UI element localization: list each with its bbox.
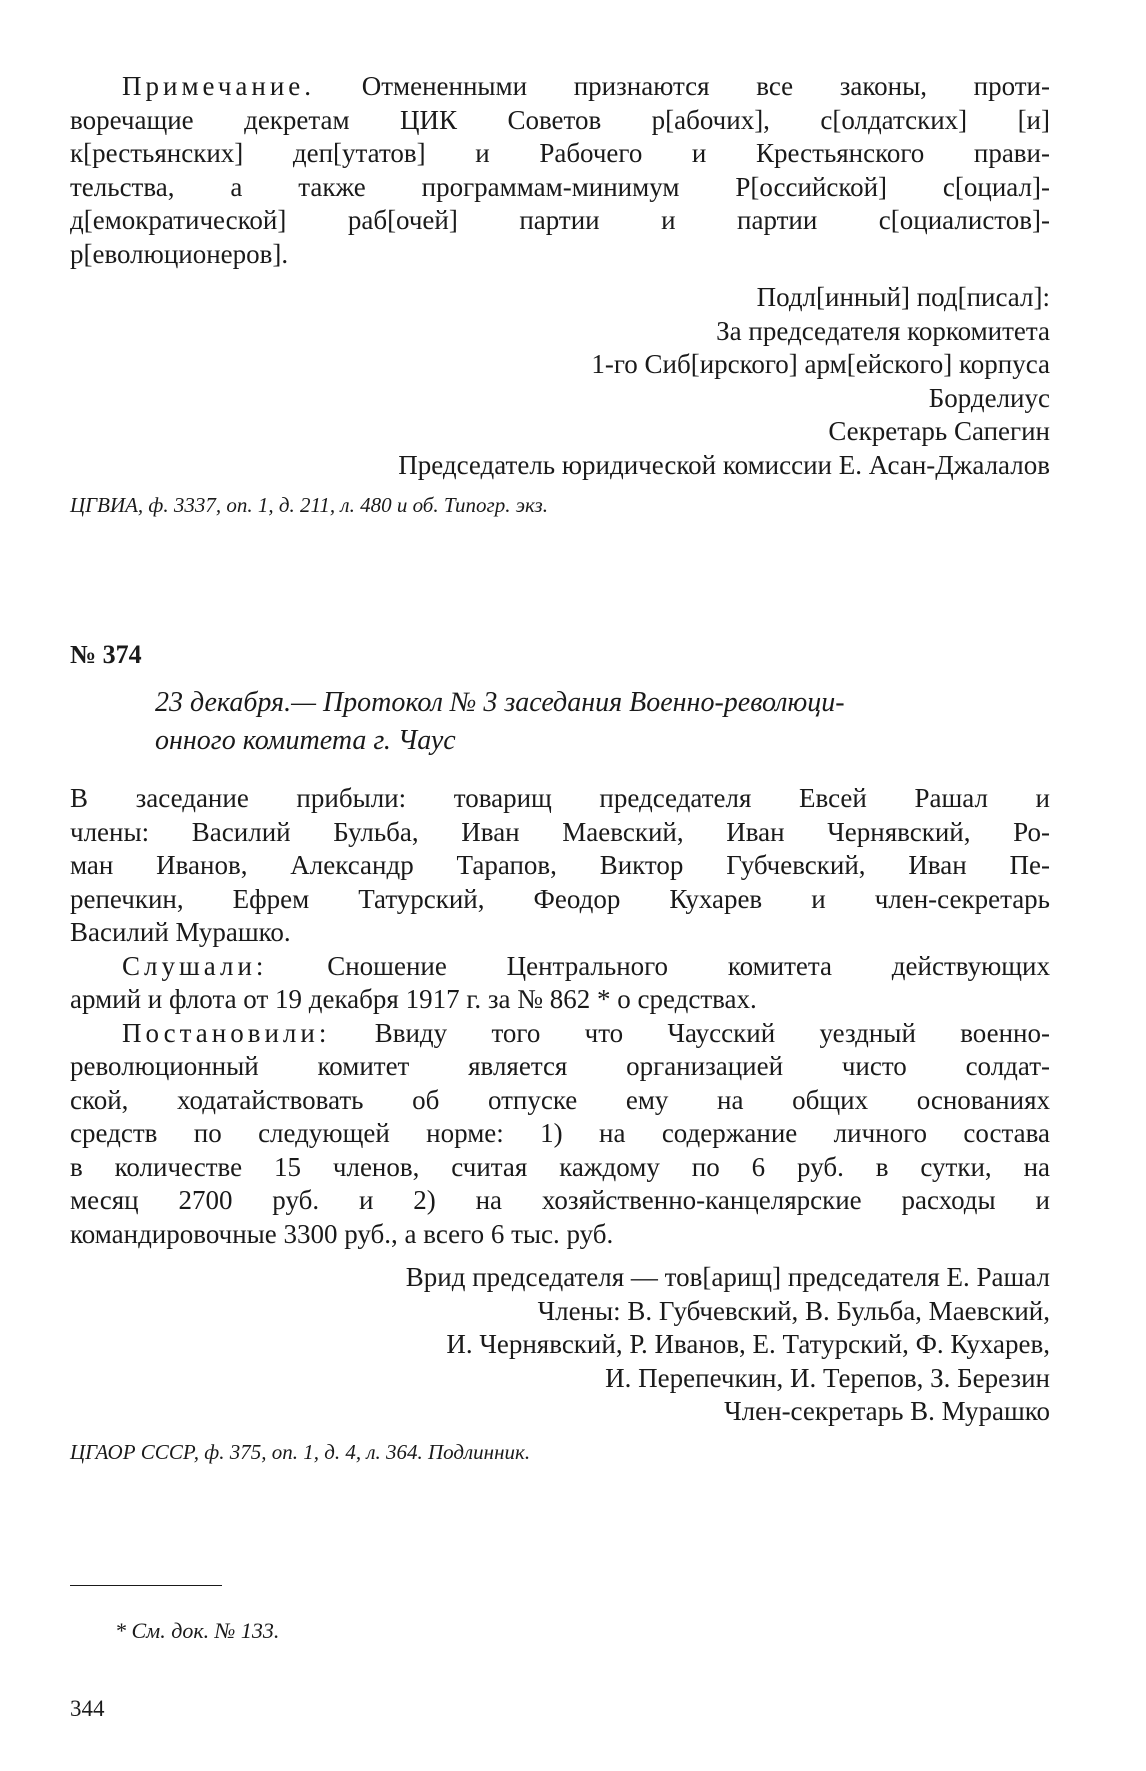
resolved-line-5: в количестве 15 членов, считая каждому по 6 руб. в сутки, на xyxy=(70,1151,1050,1182)
attendance-line-5: Василий Мурашко. xyxy=(70,917,291,947)
document-page xyxy=(70,70,1050,1724)
note-line-1 xyxy=(70,70,1050,104)
attendance-line-3: ман Иванов, Александр Тарапов, Виктор Губчевский, Иван Пе- xyxy=(70,850,1050,880)
signature-secretary: Секретарь Сапегин xyxy=(828,416,1050,446)
note-line-4: тельства, а также программам-минимум Р[оссийской] с[оциал]- xyxy=(70,171,1050,202)
footnote-divider xyxy=(70,1585,222,1586)
page-number: 344 xyxy=(70,1695,105,1721)
note-line-3: к[рестьянских] деп[утатов] и Рабочего и Крестьянского прави- xyxy=(70,138,1050,168)
signature-acting-chairman: Врид председателя — тов[арищ] председателя Е. Рашал xyxy=(405,1262,1050,1292)
signature-legal-commission: Председатель юридической комиссии Е. Асан-Джалалов xyxy=(398,449,1050,480)
resolved-line-1 xyxy=(70,1017,1050,1051)
resolved-line-3: ской, ходатайствовать об отпуске ему на общих основаниях xyxy=(70,1084,1050,1115)
signature-for-chairman: За председателя коркомитета xyxy=(716,315,1050,346)
archive-source-1: ЦГВИА, ф. 3337, оп. 1, д. 211, л. 480 и об. Типогр. экз. xyxy=(70,493,548,517)
resolved-text-1: Ввиду того что Чаусский уездный военно- xyxy=(374,1017,1051,1048)
attendance-line-2: члены: Василий Бульба, Иван Маевский, Иван Чернявский, Ро- xyxy=(70,816,1050,847)
heard-line-1 xyxy=(70,950,1050,984)
resolved-line-4: средств по следующей норме: 1) на содержание личного состава xyxy=(70,1118,1050,1148)
archive-source-2: ЦГАОР СССР, ф. 375, оп. 1, д. 4, л. 364. Подлинник. xyxy=(70,1439,531,1464)
signature-corps: 1-го Сиб[ирского] арм[ейского] корпуса xyxy=(591,349,1050,379)
heard-label: Слушали: xyxy=(122,950,268,981)
note-text-1: Отмененными признаются все законы, проти- xyxy=(361,71,1050,101)
document-title-line-2: онного комитета г. Чаус xyxy=(155,725,456,756)
footnote: * См. док. № 133. xyxy=(115,1617,280,1643)
signature-member-secretary: Член-секретарь В. Мурашко xyxy=(724,1396,1050,1426)
heard-text-1: Сношение Центрального комитета действующих xyxy=(327,950,1050,981)
document-title xyxy=(70,684,1050,760)
note-line-5: д[емократической] раб[очей] партии и партии с[оциалистов]- xyxy=(70,205,1050,235)
resolved-line-2: революционный комитет является организацией чисто солдат- xyxy=(70,1051,1050,1081)
signature-members-1: Члены: В. Губчевский, В. Бульба, Маевский, xyxy=(537,1295,1050,1326)
document-number: № 374 xyxy=(70,640,142,669)
attendance-line-1: В заседание прибыли: товарищ председателя Евсей Рашал и xyxy=(70,783,1050,813)
heard-line-2: армий и флота от 19 декабря 1917 г. за № 862 * о средствах. xyxy=(70,984,757,1014)
document-title-line-1: 23 декабря.— Протокол № 3 заседания Военно-революци- xyxy=(155,687,845,718)
signature-members-2: И. Чернявский, Р. Иванов, Е. Татурский, Ф. Кухарев, xyxy=(446,1329,1050,1359)
note-line-6: р[еволюционеров]. xyxy=(70,238,289,269)
note-label: Примечание. xyxy=(122,71,316,101)
resolved-line-7: командировочные 3300 руб., а всего 6 тыс. руб. xyxy=(70,1218,614,1249)
note-line-2: воречащие декретам ЦИК Советов р[абочих], с[олдатских] [и] xyxy=(70,104,1050,135)
signature-bordelius: Борделиус xyxy=(928,382,1050,413)
resolved-label: Постановили: xyxy=(122,1017,331,1048)
resolved-line-6: месяц 2700 руб. и 2) на хозяйственно-канцелярские расходы и xyxy=(70,1185,1050,1215)
signature-original-signed: Подл[инный] под[писал]: xyxy=(756,282,1050,312)
signature-members-3: И. Перепечкин, И. Терепов, З. Березин xyxy=(605,1362,1050,1393)
attendance-line-4: репечкин, Ефрем Татурский, Феодор Кухарев и член-секретарь xyxy=(70,883,1050,914)
